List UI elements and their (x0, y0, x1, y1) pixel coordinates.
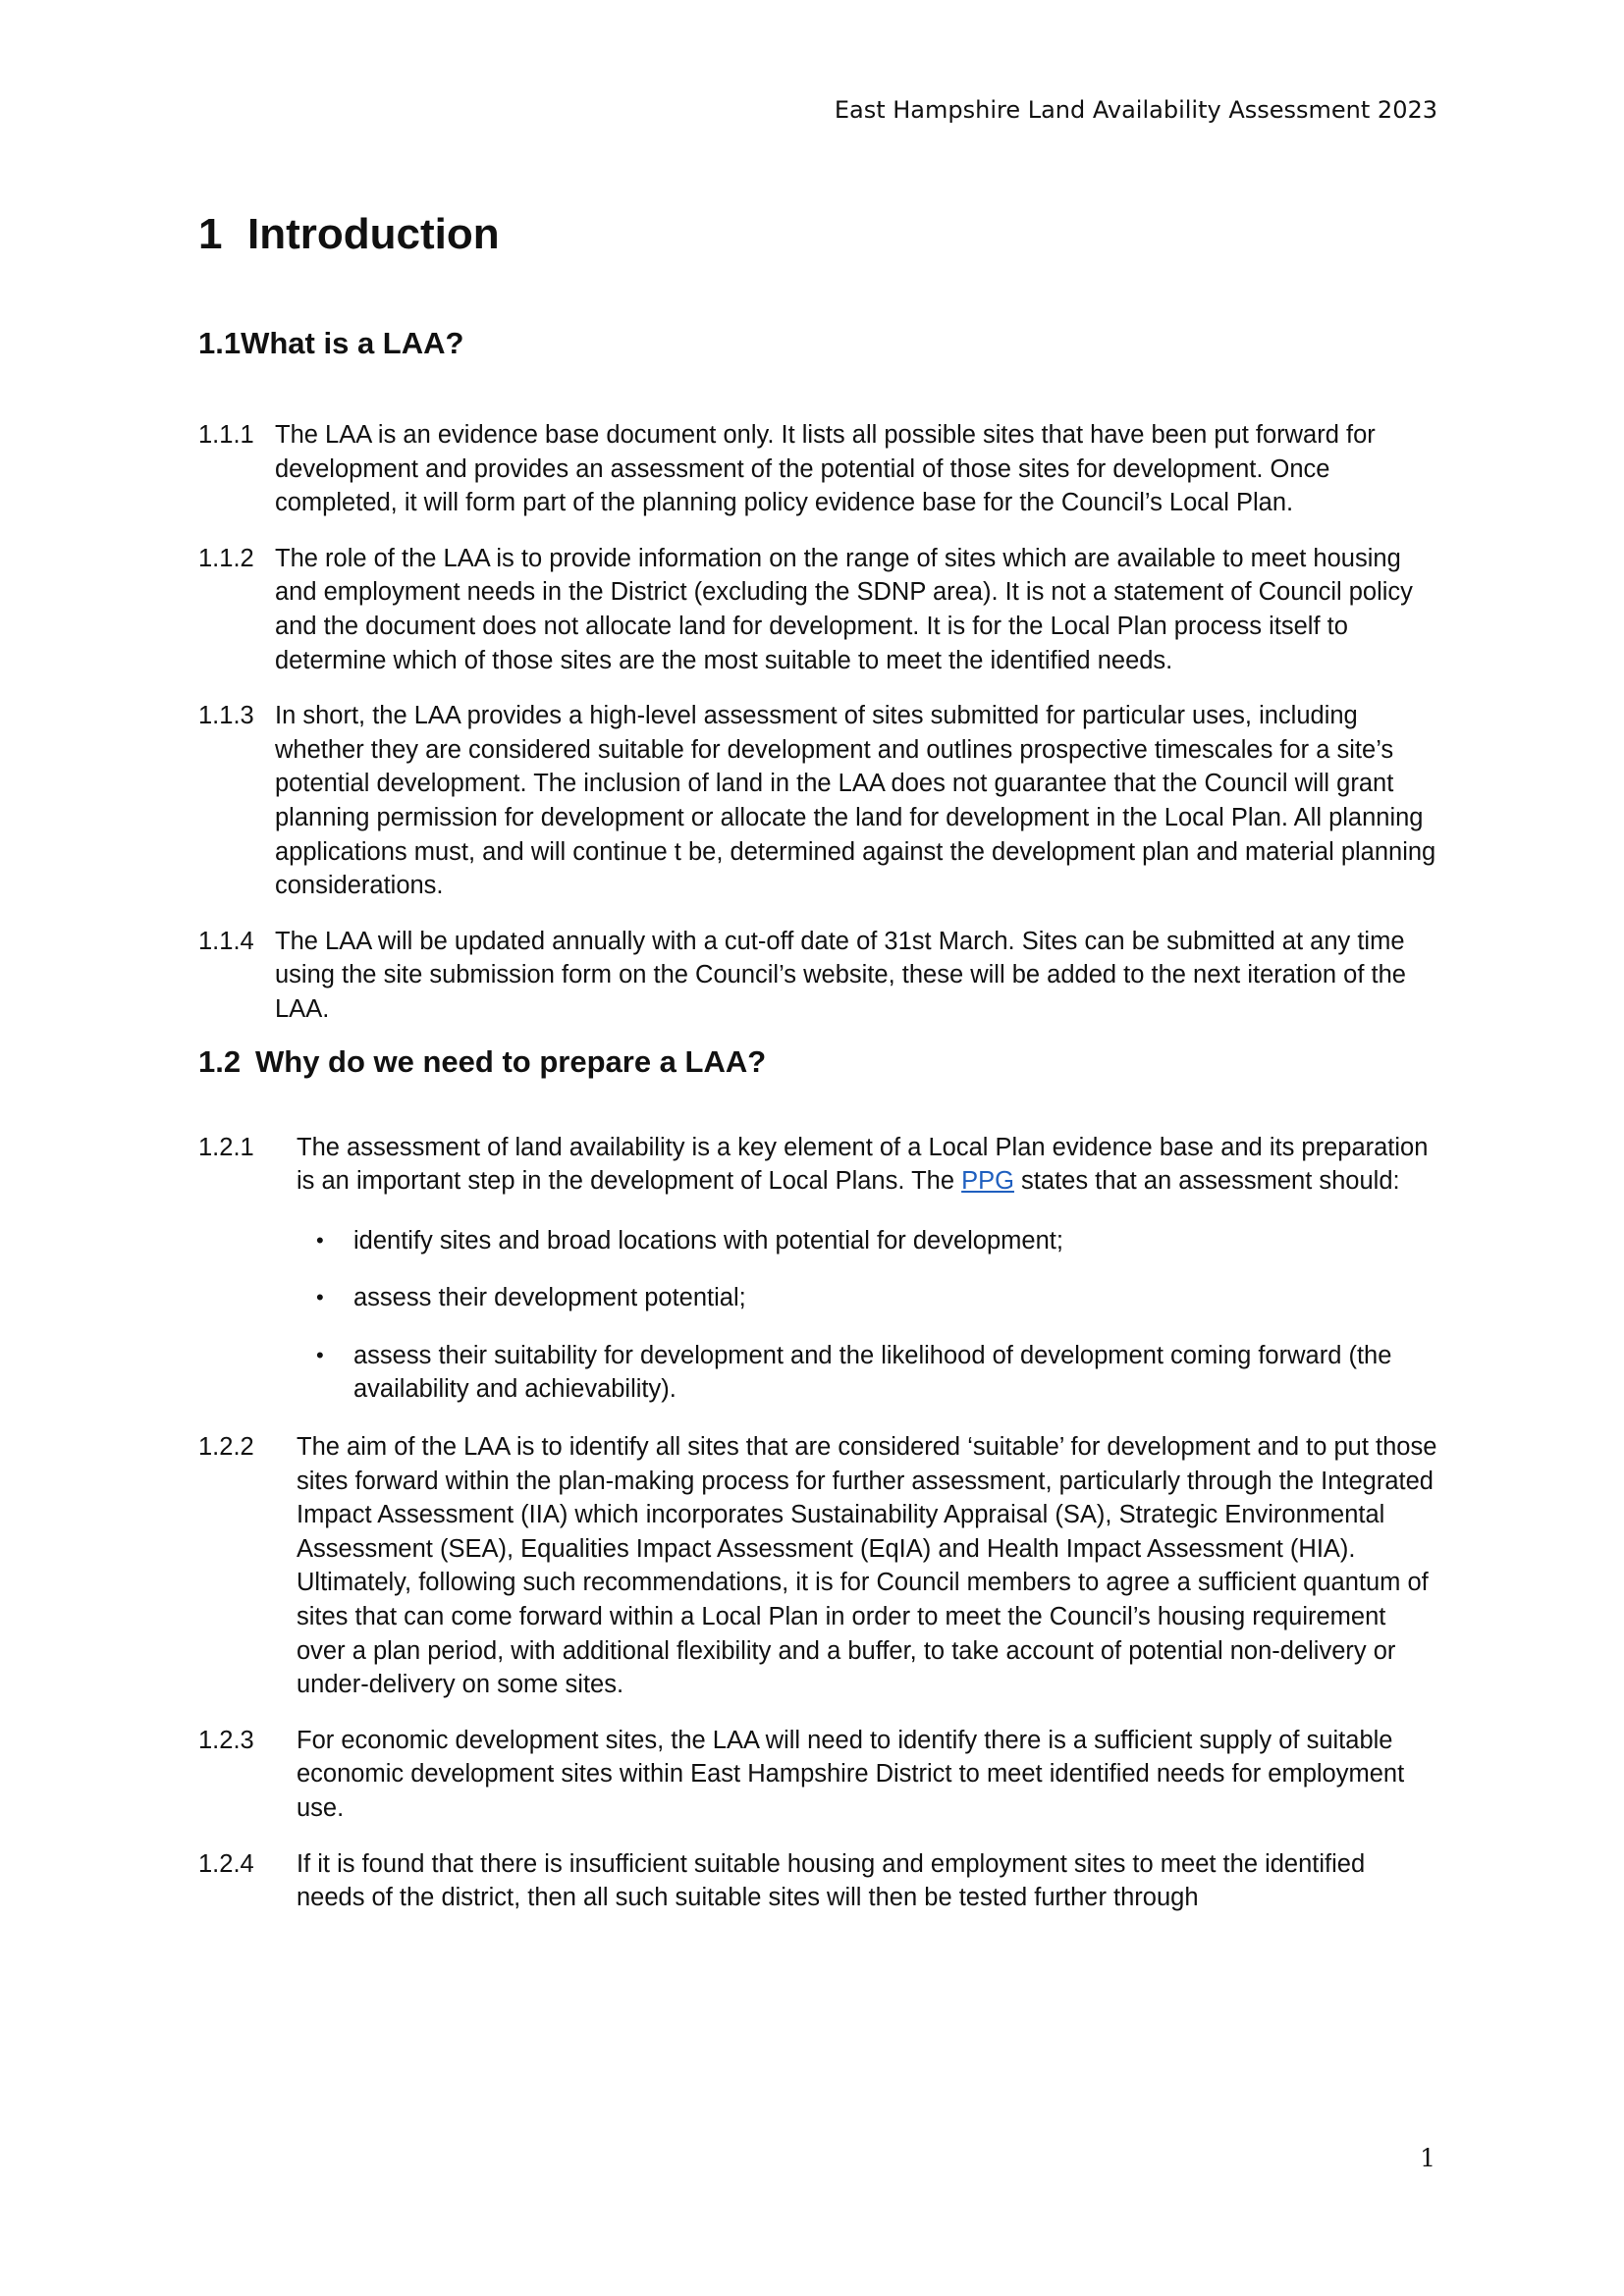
running-header: East Hampshire Land Availability Assessment 2023 (834, 96, 1437, 124)
ppg-link[interactable]: PPG (961, 1167, 1014, 1196)
bullet-icon: • (316, 1342, 324, 1367)
chapter-title: Introduction (247, 210, 500, 258)
paragraph-1-2-3 (198, 1724, 1437, 1826)
list-item (297, 1281, 1437, 1315)
paragraph-text-after-link: states that an assessment should: (1013, 1167, 1400, 1196)
bullet-icon: • (316, 1227, 324, 1253)
bullet-list (198, 1224, 1437, 1407)
paragraph-text (297, 1131, 1437, 1199)
paragraph-1-2-2 (198, 1430, 1437, 1702)
paragraph-1-1-1 (198, 418, 1437, 520)
paragraph-text: The role of the LAA is to provide information on the range of sites which are available to meet housing and employment needs in the District (excluding the SDNP area). It is not a statement of Council policy and the document does not allocate land for development. It is for the Local Plan process itself to determine which of those sites are the most suitable to meet the identified needs. (275, 544, 1413, 674)
paragraph-number: 1.1.4 (198, 927, 254, 955)
list-item (297, 1339, 1437, 1407)
list-item-text: assess their suitability for development and the likelihood of development coming forward (the availability and achievability). (353, 1341, 1392, 1404)
paragraph-text: For economic development sites, the LAA will need to identify there is a sufficient supply of suitable economic development sites within East Hampshire District to meet identified needs for employment use. (297, 1726, 1405, 1822)
paragraph-text: The aim of the LAA is to identify all sites that are considered ‘suitable’ for development and to put those sites forward within the plan-making process for further assessment, particularly through the Integrated Impact Assessment (IIA) which incorporates Sustainability Appraisal (SA), Strategic Environmental Assessment (SEA), Equalities Impact Assessment (EqIA) and Health Impact Assessment (HIA). Ultimately, following such recommendations, it is for Council members to agree a sufficient quantum of sites that can come forward within a Local Plan in order to meet the Council’s housing requirement over a plan period, with additional flexibility and a buffer, to take account of potential non-delivery or under-delivery on some sites. (297, 1433, 1437, 1699)
paragraph-text: If it is found that there is insufficient suitable housing and employment sites to meet the identified needs of the district, then all such suitable sites will then be tested further through (297, 1849, 1366, 1912)
section-number: 1.2 (198, 1043, 242, 1079)
page-content (198, 206, 1437, 1937)
chapter-number: 1 (198, 210, 223, 258)
paragraph-1-2-4 (198, 1847, 1437, 1915)
paragraph-number: 1.2.2 (198, 1433, 254, 1462)
paragraph-number: 1.1.1 (198, 421, 254, 449)
list-item (297, 1224, 1437, 1258)
paragraph-number: 1.2.3 (198, 1726, 254, 1754)
paragraph-1-1-3 (198, 699, 1437, 903)
paragraph-number: 1.1.3 (198, 702, 254, 730)
paragraph-text: The LAA will be updated annually with a cut-off date of 31st March. Sites can be submitted at any time using the site submission form on the Council’s website, these will be added to the next iteration of the LAA. (275, 927, 1406, 1023)
paragraph-text: The LAA is an evidence base document only. It lists all possible sites that have been put forward for development and provides an assessment of the potential of those sites for development. Once completed, it will form part of the planning policy evidence base for the Council’s Local Plan. (275, 421, 1376, 517)
paragraph-1-1-4 (198, 925, 1437, 1027)
list-item-text: identify sites and broad locations with potential for development; (353, 1226, 1063, 1255)
paragraph-1-2-1 (198, 1131, 1437, 1199)
section-number: 1.1 (198, 326, 242, 360)
paragraph-number: 1.2.4 (198, 1849, 254, 1878)
list-item-text: assess their development potential; (353, 1284, 746, 1312)
page-number: 1 (1420, 2144, 1435, 2172)
paragraph-text: In short, the LAA provides a high-level assessment of sites submitted for particular uses, including whether they are considered suitable for development and outlines prospective timescales for a site’s potential development. The inclusion of land in the LAA does not guarantee that the Council will grant planning permission for development or allocate the land for development in the Local Plan. All planning applications must, and will continue t be, determined against the development plan and material planning considerations. (275, 702, 1436, 900)
section-title: Why do we need to prepare a LAA? (255, 1043, 767, 1079)
paragraph-number: 1.1.2 (198, 544, 254, 572)
paragraph-1-1-2 (198, 542, 1437, 677)
section-heading-1-2 (198, 1041, 1437, 1131)
section-title: What is a LAA? (241, 326, 464, 360)
chapter-heading (198, 206, 1437, 322)
paragraph-text-before-link: The assessment of land availability is a key element of a Local Plan evidence base and its preparation is an important step in the development of Local Plans. The (297, 1133, 1429, 1196)
section-heading-1-1 (198, 322, 1437, 418)
paragraph-number: 1.2.1 (198, 1133, 254, 1161)
bullet-icon: • (316, 1285, 324, 1310)
